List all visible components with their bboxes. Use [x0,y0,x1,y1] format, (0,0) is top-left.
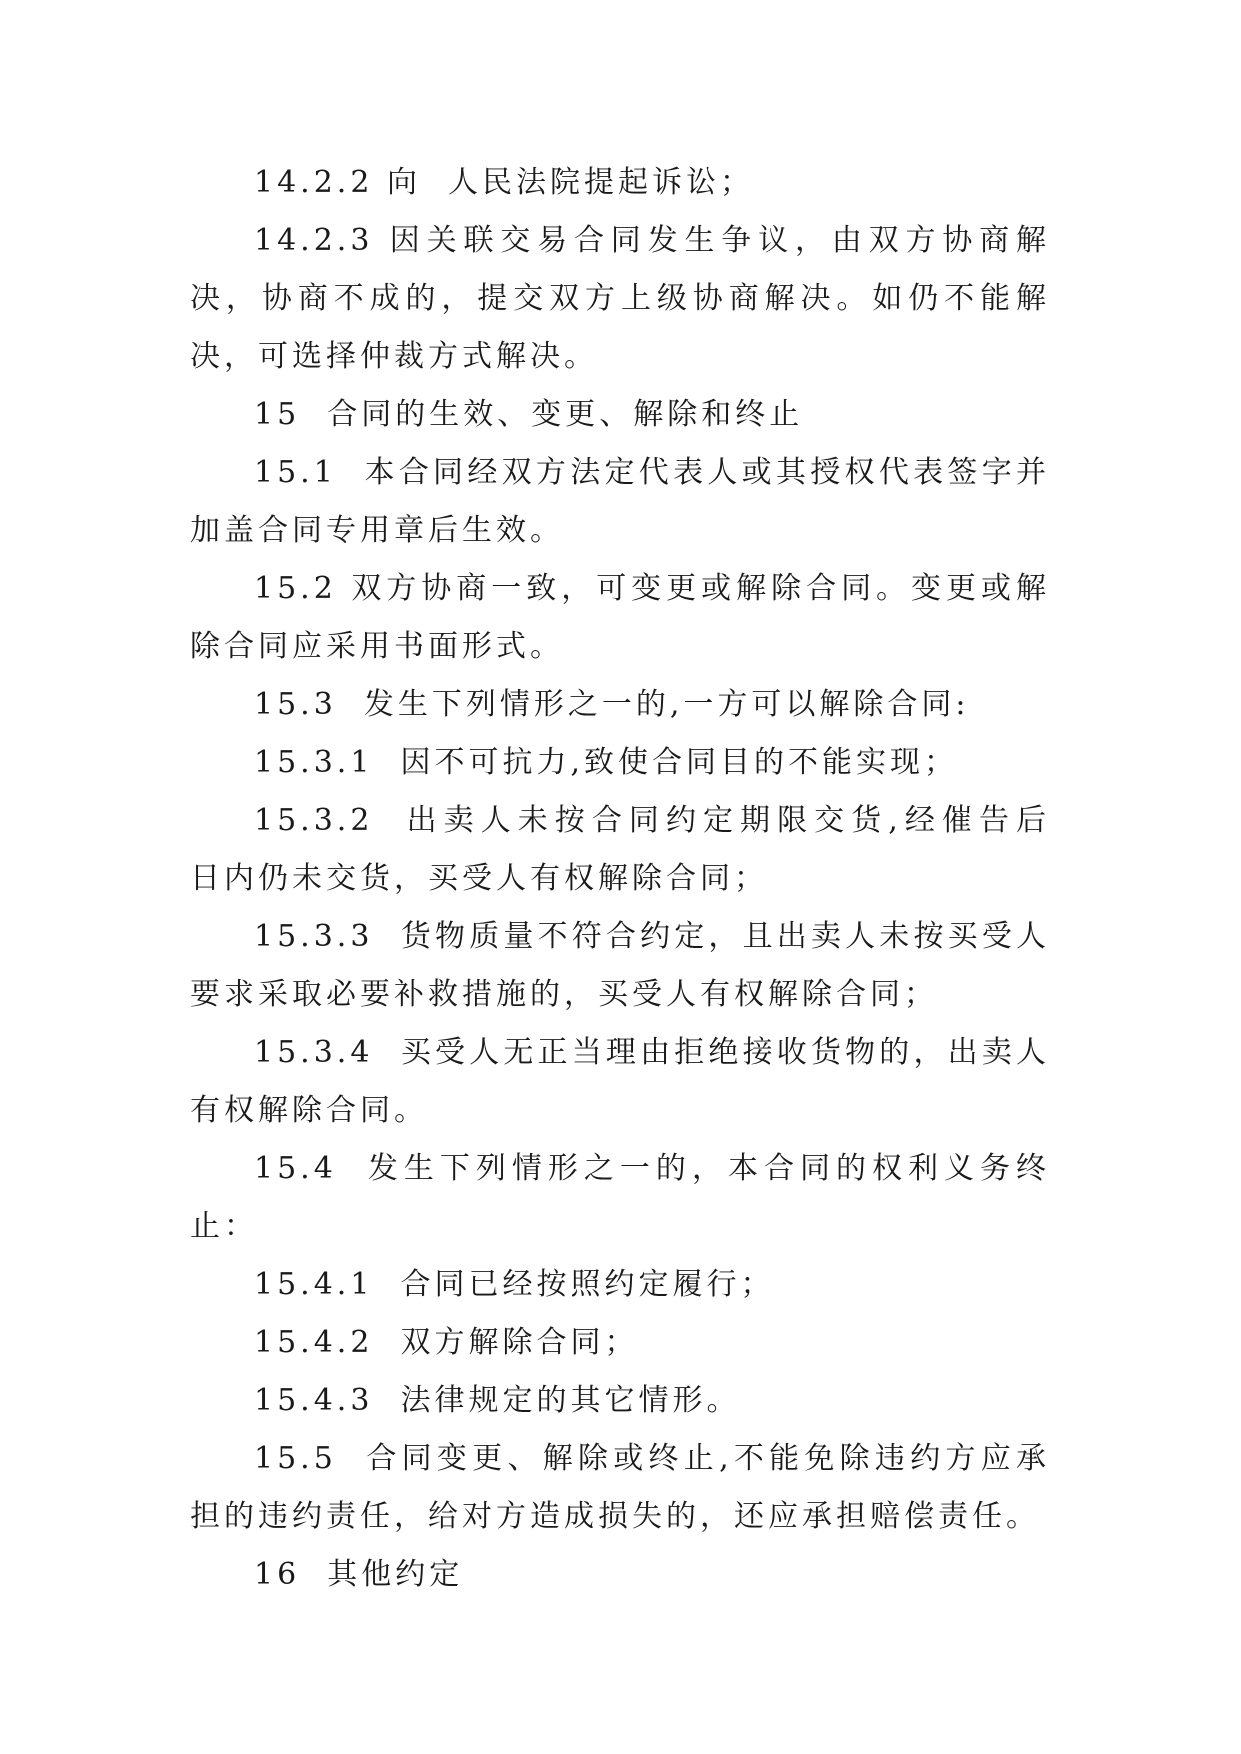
clause-15-1: 15.1 本合同经双方法定代表人或其授权代表签字并加盖合同专用章后生效。 [190,455,1050,548]
clause-15-5: 15.5 合同变更、解除或终止,不能免除违约方应承担的违约责任，给对方造成损失的，还应承担赔偿责任。 [190,1441,1050,1534]
clause-15-3-1: 15.3.1 因不可抗力,致使合同目的不能实现； [254,745,959,780]
clause-15-3-3: 15.3.3 货物质量不符合约定，且出卖人未按买受人要求采取必要补救措施的，买受人有权解除合同； [190,919,1050,1012]
clause-15-3-2: 15.3.2 出卖人未按合同约定期限交货,经催告后 日内仍未交货，买受人有权解除合同； [190,803,1078,896]
document-body [190,154,1078,1604]
clause-15-2: 15.2 双方协商一致，可变更或解除合同。变更或解除合同应采用书面形式。 [190,571,1050,664]
clause-15-4-3: 15.4.3 法律规定的其它情形。 [254,1383,741,1418]
clause-15-3-4: 15.3.4 买受人无正当理由拒绝接收货物的，出卖人有权解除合同。 [190,1035,1050,1128]
clause-14-2-2: 14.2.2 向 人民法院提起诉讼； [254,165,755,200]
section-16-heading: 16 其他约定 [254,1557,464,1592]
clause-14-2-3: 14.2.3 因关联交易合同发生争议，由双方协商解决，协商不成的，提交双方上级协商解决。如仍不能解决，可选择仲裁方式解决。 [190,223,1050,374]
clause-15-4: 15.4 发生下列情形之一的，本合同的权利义务终止： [190,1151,1050,1244]
clause-15-4-1: 15.4.1 合同已经按照约定履行； [254,1267,775,1302]
clause-15-3: 15.3 发生下列情形之一的,一方可以解除合同: [254,687,970,722]
clause-15-4-2: 15.4.2 双方解除合同； [254,1325,639,1360]
section-15-heading: 15 合同的生效、变更、解除和终止 [254,397,804,432]
